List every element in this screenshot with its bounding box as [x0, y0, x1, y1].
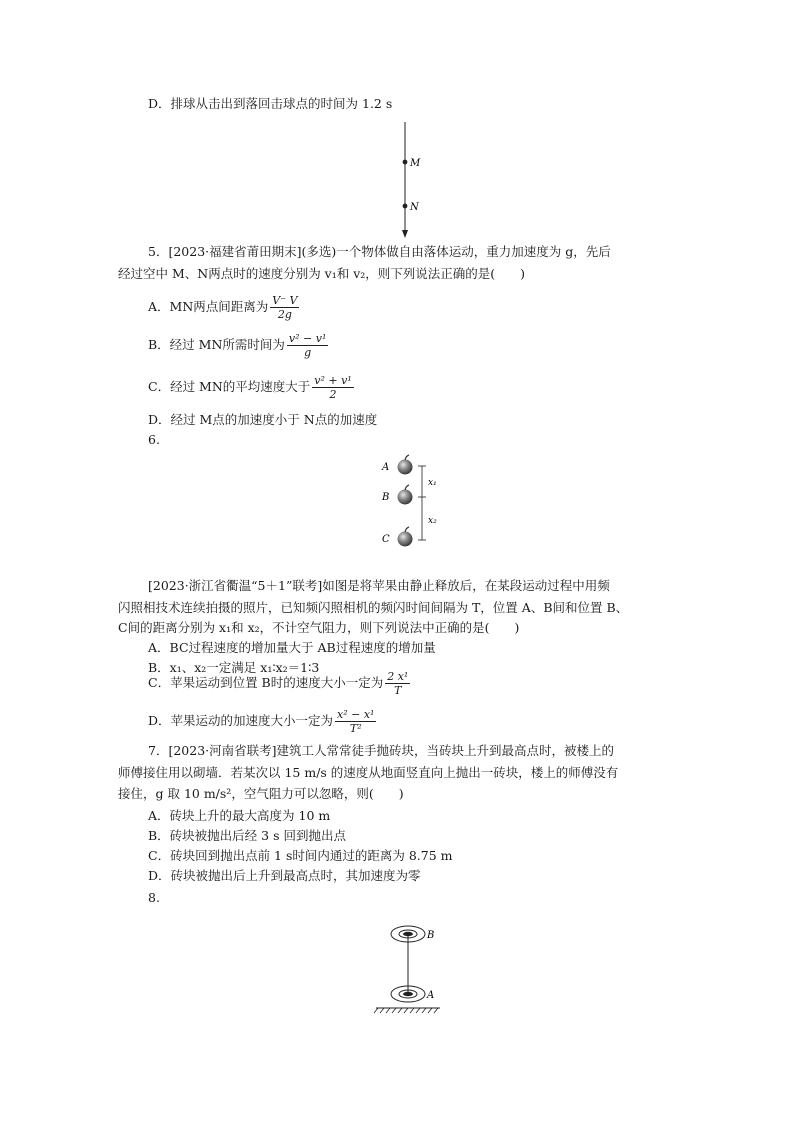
q6-option-a: A．BC过程速度的增加量大于 AB过程速度的增加量 [148, 640, 436, 655]
q5-option-d: D．经过 M点的加速度小于 N点的加速度 [148, 412, 378, 427]
distance-label-x2: x₂ [428, 516, 437, 526]
q5-option-a [148, 292, 299, 322]
q5-option-a-fraction [270, 294, 299, 321]
q5-option-b-fraction [287, 332, 328, 359]
q7-stem-line1: 7．[2023·河南省联考]建筑工人常常徒手抛砖块，当砖块上升到最高点时，被楼上的 [148, 743, 614, 758]
figure-rings-ground [370, 916, 450, 1016]
q5-option-c [148, 372, 354, 402]
q6-option-c-text: C．苹果运动到位置 B时的速度大小一定为 [148, 675, 384, 690]
distance-label-x1: x₁ [428, 478, 437, 488]
q7-option-d: D．砖块被抛出后上升到最高点时，其加速度为零 [148, 868, 421, 883]
apple-icon [398, 532, 413, 547]
label-n: N [410, 202, 419, 213]
q5-option-c-fraction [312, 374, 353, 401]
apple-icon [398, 460, 413, 475]
fraction-numerator: V⁻ V [272, 294, 298, 307]
q7-stem-line2: 师傅接住用以砌墙．若某次以 15 m/s 的速度从地面竖直向上抛出一砖块，楼上的师傅没有 [118, 765, 619, 780]
q6-stem-line1: [2023·浙江省衢温“5＋1”联考]如图是将苹果由静止释放后，在某段运动过程中用频 [148, 578, 610, 593]
apple-label-c: C [382, 534, 390, 545]
q6-option-c-fraction [385, 670, 410, 697]
q6-option-d-fraction [335, 708, 376, 735]
fraction-numerator: x² − x¹ [337, 708, 375, 721]
label-m: M [410, 158, 421, 169]
figure-apples-strobe [378, 452, 458, 552]
fraction-denominator: 2 [329, 388, 337, 401]
figure-mn-vertical-line [390, 122, 430, 242]
q7-option-c: C．砖块回到抛出点前 1 s时间内通过的距离为 8.75 m [148, 848, 453, 863]
q4-option-d: D．排球从击出到落回击球点的时间为 1.2 s [148, 96, 393, 111]
q7-option-a: A．砖块上升的最大高度为 10 m [148, 808, 331, 823]
q7-option-b: B．砖块被抛出后经 3 s 回到抛出点 [148, 828, 346, 843]
q6-option-b: B．x₁、x₂一定满足 x₁∶x₂＝1∶3 [148, 660, 320, 675]
q7-stem-line3: 接住，g 取 10 m/s²，空气阻力可以忽略，则( ) [118, 786, 404, 801]
q6-number: 6. [148, 432, 160, 447]
q6-option-d [148, 706, 376, 736]
q5-option-a-text: A．MN两点间距离为 [148, 299, 269, 314]
q5-stem-line2: 经过空中 M、N两点时的速度分别为 v₁和 v₂，则下列说法正确的是( ) [118, 266, 526, 281]
fraction-numerator: v² + v¹ [314, 374, 352, 387]
ring-label-b: B [427, 930, 435, 941]
fraction-denominator: 2g [277, 308, 292, 321]
fraction-numerator: 2 x¹ [387, 670, 409, 683]
q6-stem-line3: C间的距离分别为 x₁和 x₂，不计空气阻力，则下列说法中正确的是( ) [118, 620, 520, 635]
point-n [403, 204, 408, 209]
apple-icon [398, 490, 413, 505]
q6-option-c [148, 668, 410, 698]
q5-option-c-text: C．经过 MN的平均速度大于 [148, 379, 311, 394]
q5-stem-line1: 5．[2023·福建省莆田期末](多选)一个物体做自由落体运动，重力加速度为 g，先后 [148, 244, 611, 259]
fraction-denominator: T² [349, 722, 362, 735]
apple-label-b: B [382, 492, 390, 503]
fraction-denominator: T [394, 684, 402, 697]
fraction-numerator: v² − v¹ [288, 332, 327, 345]
q6-stem-line2: 闪照相技术连续拍摄的照片，已知频闪照相机的频闪时间间隔为 T，位置 A、B间和位置 B、 [118, 600, 629, 615]
apple-label-a: A [382, 462, 390, 473]
q5-option-b-text: B．经过 MN所需时间为 [148, 337, 285, 352]
fraction-denominator: g [304, 346, 312, 359]
ring-label-a: A [427, 990, 435, 1001]
q6-option-d-text: D．苹果运动的加速度大小一定为 [148, 713, 334, 728]
q8-number: 8. [148, 890, 160, 905]
q5-option-b [148, 330, 328, 360]
point-m [403, 160, 408, 165]
